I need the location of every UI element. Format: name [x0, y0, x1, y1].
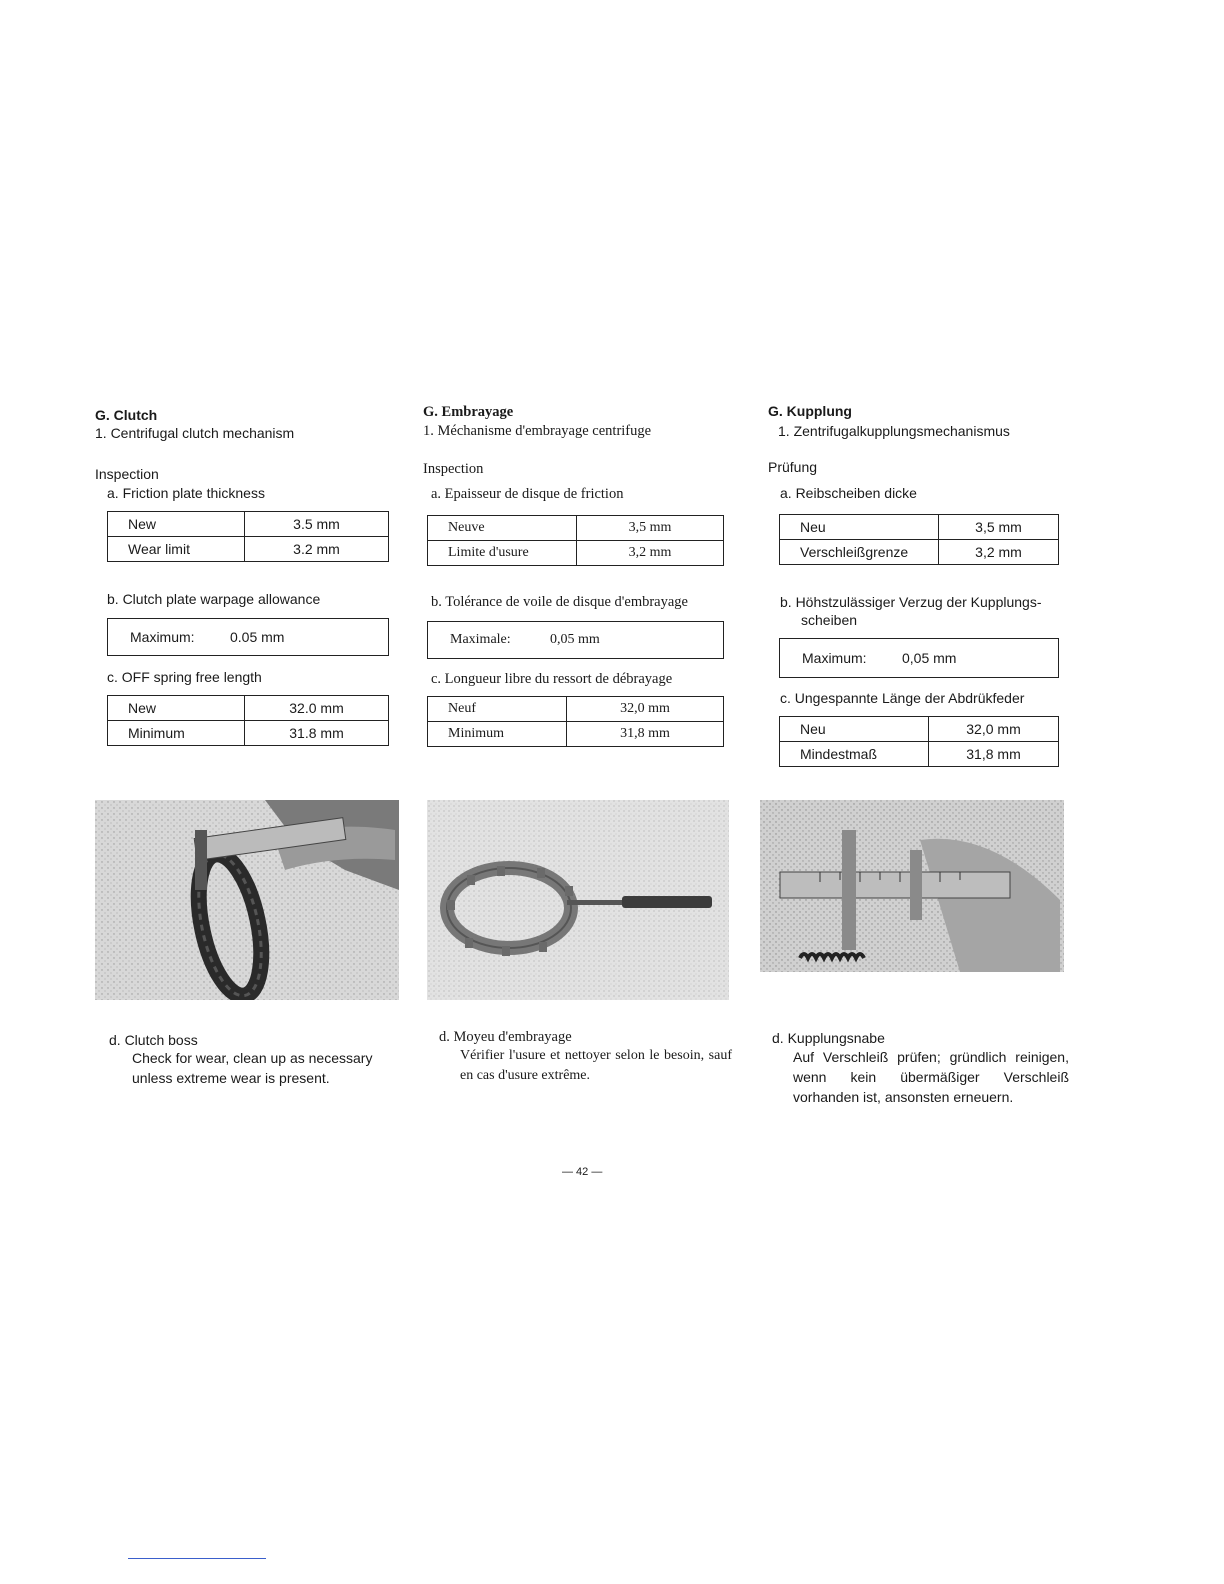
item-d-label: d. Kupplungsnabe	[772, 1030, 885, 1046]
page-number: — 42 —	[562, 1166, 603, 1178]
table-cell: 32,0 mm	[567, 697, 724, 722]
item-d-text: Check for wear, clean up as necessary unless extreme wear is present.	[132, 1050, 373, 1086]
table-row	[108, 537, 389, 562]
table-cell: Mindestmaß	[780, 742, 929, 767]
box-value: 0,05 mm	[550, 632, 600, 647]
table-cell: 31,8 mm	[929, 742, 1059, 767]
friction-plate-table	[107, 511, 389, 562]
photo-warpage-measurement	[427, 800, 729, 1000]
table-cell: Neuf	[428, 697, 567, 722]
table-cell: 3,2 mm	[939, 540, 1059, 565]
item-d-text: Vérifier l'usure et nettoyer selon le besoin, sauf en cas d'usure extrême.	[460, 1048, 732, 1083]
table-cell: Verschleißgrenze	[780, 540, 939, 565]
inspection-heading: Inspection	[95, 466, 159, 482]
table-row	[780, 540, 1059, 565]
spring-length-table	[427, 696, 724, 747]
table-cell: New	[108, 512, 245, 537]
table-cell: 3.5 mm	[245, 512, 389, 537]
item-d-label: d. Moyeu d'embrayage	[439, 1029, 572, 1045]
table-cell: Wear limit	[108, 537, 245, 562]
item-b-label: b. Clutch plate warpage allowance	[107, 591, 321, 607]
subsection-title: 1. Méchanisme d'embrayage centrifuge	[423, 423, 652, 439]
table-row	[780, 742, 1059, 767]
item-a-label: a. Friction plate thickness	[107, 485, 265, 501]
table-cell: Neuve	[428, 516, 577, 541]
box-label: Maximale:	[450, 632, 511, 647]
box-label: Maximum:	[802, 650, 867, 666]
warpage-box	[427, 621, 724, 659]
photo-friction-plate-measurement	[95, 800, 399, 1000]
table-row	[428, 516, 724, 541]
photo-spring-length-measurement	[760, 800, 1064, 972]
table-row	[108, 721, 389, 746]
table-cell: 3,5 mm	[577, 516, 724, 541]
section-heading: G. Kupplung	[768, 403, 852, 419]
table-cell: Neu	[780, 515, 939, 540]
item-b-label-line-1: b. Höhstzulässiger Verzug der Kupplungs-	[780, 594, 1042, 610]
table-cell: 3,2 mm	[577, 541, 724, 566]
box-value: 0,05 mm	[902, 650, 957, 666]
table-row	[780, 717, 1059, 742]
table-cell: Minimum	[108, 721, 245, 746]
table-row	[428, 697, 724, 722]
item-d-label: d. Clutch boss	[109, 1032, 198, 1048]
table-row	[108, 696, 389, 721]
subsection-title: 1. Zentrifugalkupplungsmechanismus	[778, 423, 1010, 439]
inspection-heading: Prüfung	[768, 459, 818, 475]
table-row	[780, 515, 1059, 540]
table-cell: 3.2 mm	[245, 537, 389, 562]
table-cell: Limite d'usure	[428, 541, 577, 566]
table-cell: 32.0 mm	[245, 696, 389, 721]
friction-plate-table	[427, 515, 724, 566]
table-row	[428, 541, 724, 566]
item-a-label: a. Reibscheiben dicke	[780, 485, 917, 501]
section-heading: G. Embrayage	[423, 404, 514, 420]
table-cell: 3,5 mm	[939, 515, 1059, 540]
item-c-label: c. Longueur libre du ressort de débrayage	[431, 671, 673, 687]
table-cell: 31,8 mm	[567, 722, 724, 747]
warpage-box	[779, 638, 1059, 678]
table-cell: Minimum	[428, 722, 567, 747]
table-cell: New	[108, 696, 245, 721]
item-b-label-line-2: scheiben	[801, 612, 858, 628]
item-c-label: c. OFF spring free length	[107, 669, 262, 685]
item-d-text: Auf Verschleiß prüfen; gründlich reinigen, wenn kein übermäßiger Verschleiß vorhanden ist, ansonsten erneuern.	[793, 1049, 1069, 1105]
table-row	[108, 512, 389, 537]
inspection-heading: Inspection	[423, 461, 484, 477]
section-heading: G. Clutch	[95, 407, 158, 423]
table-row	[428, 722, 724, 747]
warpage-box	[107, 618, 389, 656]
table-cell: 32,0 mm	[929, 717, 1059, 742]
box-value: 0.05 mm	[230, 629, 285, 645]
friction-plate-table	[779, 514, 1059, 565]
table-cell: 31.8 mm	[245, 721, 389, 746]
table-cell: Neu	[780, 717, 929, 742]
spring-length-table	[779, 716, 1059, 767]
item-c-label: c. Ungespannte Länge der Abdrükfeder	[780, 690, 1025, 706]
subsection-title: 1. Centrifugal clutch mechanism	[95, 425, 295, 441]
item-a-label: a. Epaisseur de disque de friction	[431, 486, 624, 502]
item-b-label: b. Tolérance de voile de disque d'embrayage	[431, 594, 688, 610]
spring-length-table	[107, 695, 389, 746]
footer-rule	[128, 1558, 266, 1559]
box-label: Maximum:	[130, 629, 195, 645]
